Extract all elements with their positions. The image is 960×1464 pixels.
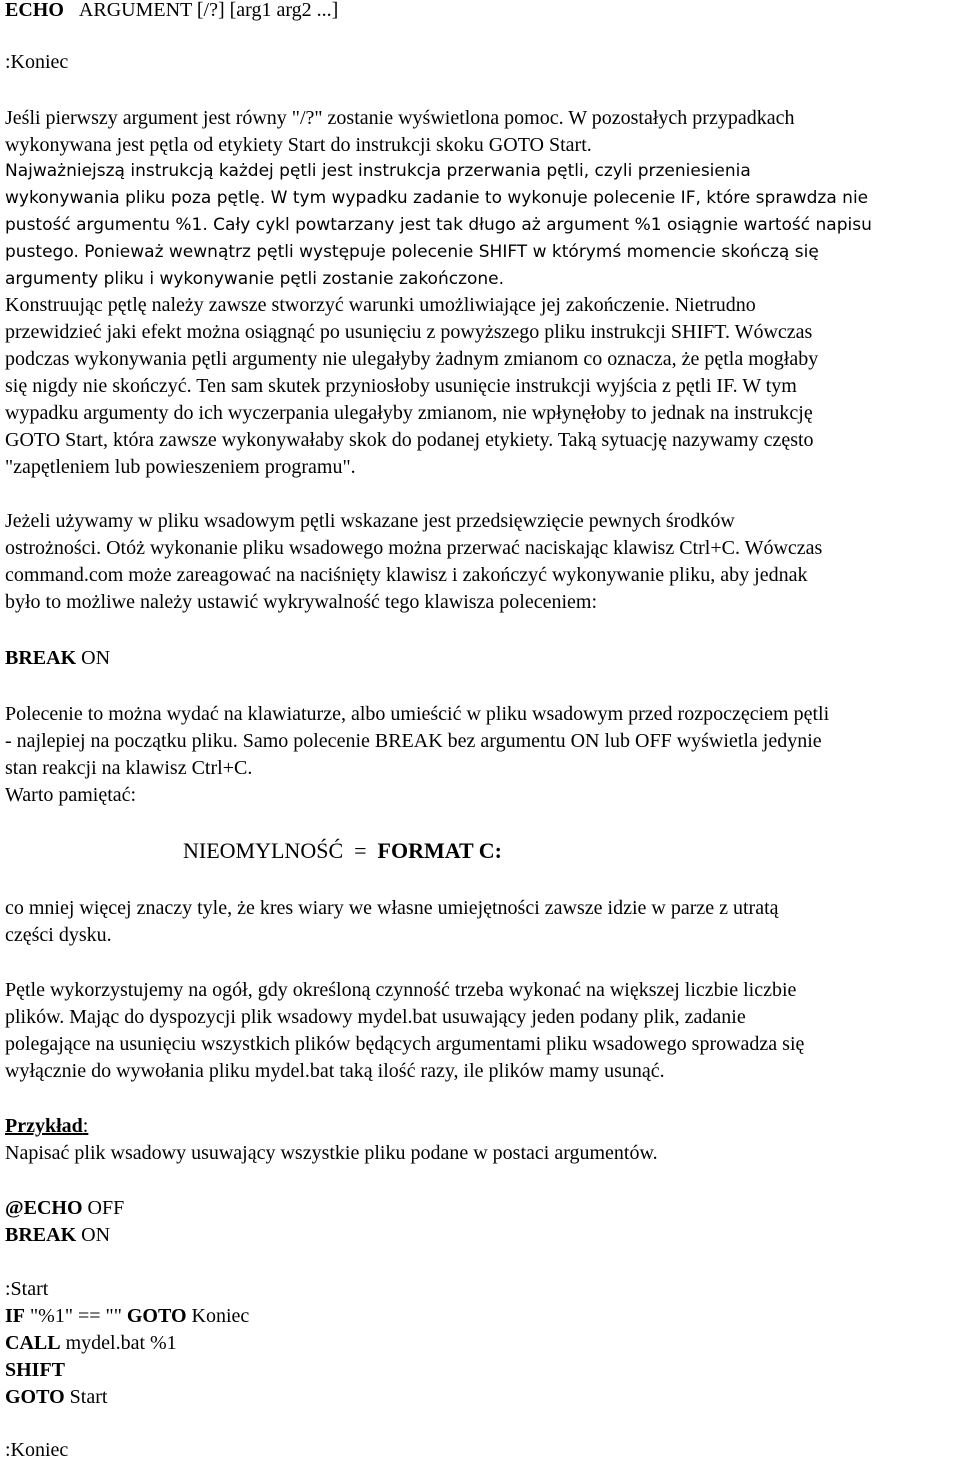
paragraph-line: Jeżeli używamy w pliku wsadowym pętli wskazane jest przedsięwzięcie pewnych środków [5,510,735,532]
echo-syntax-line [5,0,338,24]
paragraph-line: części dysku. [5,924,112,946]
code-line-goto [5,1384,107,1411]
paragraph-line: wypadku argumenty do ich wyczerpania ulegałyby zmianom, nie wpłynęłoby to jednak na instrukcję [5,402,813,424]
paragraph-line: Konstruując pętlę należy zawsze stworzyć warunki umożliwiające jej zakończenie. Nietrudno [5,294,756,316]
paragraph-line: wykonywana jest pętla od etykiety Start do instrukcji skoku GOTO Start. [5,134,592,156]
paragraph-line: GOTO Start, która zawsze wykonywałaby skok do podanej etykiety. Taką sytuację nazywamy często [5,429,814,451]
code-line-koniec-label: :Koniec [5,1439,69,1461]
paragraph-line: plików. Mając do dyspozycji plik wsadowy mydel.bat usuwający jeden podany plik, zadanie [5,1006,746,1028]
paragraph-line: pustego. Ponieważ wewnątrz pętli występuje polecenie SHIFT w którymś momencie skończą się [5,242,819,262]
equation-right: FORMAT C: [377,838,502,863]
paragraph-line: command.com może zareagować na naciśnięty klawisz i zakończyć wykonywanie pliku, aby jednak [5,564,808,586]
code-goto-keyword: GOTO [5,1386,65,1408]
code-if-goto-keyword: GOTO [126,1305,187,1327]
break-keyword: BREAK [5,647,77,669]
break-command-line [5,645,110,672]
code-break-keyword: BREAK [5,1224,77,1246]
example-task: Napisać plik wsadowy usuwający wszystkie pliku podane w postaci argumentów. [5,1142,658,1164]
code-line-call [5,1330,177,1357]
code-line-break [5,1222,110,1249]
paragraph-line: się nigdy nie skończyć. Ten sam skutek przyniosłoby usunięcie instrukcji wyjścia z pętli IF. W tym [5,375,797,397]
paragraph-line: ostrożności. Otóż wykonanie pliku wsadowego można przerwać naciskając klawisz Ctrl+C. Wówczas [5,537,823,559]
code-if-goto-target: Koniec [191,1305,250,1327]
paragraph-line: Warto pamiętać: [5,784,137,806]
equation-sign: = [354,838,367,863]
code-call-arg: mydel.bat %1 [65,1332,177,1354]
code-line-start-label: :Start [5,1278,49,1300]
code-if-keyword: IF [5,1305,25,1327]
paragraph-line: wykonywania pliku poza pętlę. W tym wypadku zadanie to wykonuje polecenie IF, które sprawdza nie [5,188,869,208]
example-heading [5,1113,88,1140]
code-if-condition: "%1" == "" [30,1305,122,1327]
paragraph-line: co mniej więcej znaczy tyle, że kres wiary we własne umiejętności zawsze idzie w parze z utratą [5,897,779,919]
code-call-keyword: CALL [5,1332,61,1354]
koniec-label-top: :Koniec [5,51,69,73]
echo-keyword: ECHO [5,0,64,21]
code-line-if [5,1303,249,1330]
paragraph-line: Najważniejszą instrukcją każdej pętli jest instrukcja przerwania pętli, czyli przeniesienia [5,161,751,181]
equation-left: NIEOMYLNOŚĆ [183,838,344,863]
paragraph-line: Polecenie to można wydać na klawiaturze, albo umieścić w pliku wsadowym przed rozpoczęciem pętli [5,703,830,725]
code-echo-arg: OFF [87,1197,125,1219]
paragraph-line: podczas wykonywania pętli argumenty nie ulegałyby żadnym zmianom co oznacza, że pętla mogłaby [5,348,819,370]
paragraph-line: "zapętleniem lub powieszeniem programu". [5,456,356,478]
code-line-echo [5,1195,124,1222]
code-line-shift [5,1357,65,1384]
code-goto-target: Start [69,1386,108,1408]
paragraph-line: wyłącznie do wywołania pliku mydel.bat taką ilość razy, ile plików mamy usunąć. [5,1060,665,1082]
equation-line [183,837,502,865]
break-argument: ON [81,647,111,669]
code-echo-keyword: @ECHO [5,1197,83,1219]
example-label: Przykład [5,1115,83,1137]
example-colon: : [82,1115,89,1137]
paragraph-line: argumenty pliku i wykonywanie pętli zostanie zakończone. [5,269,505,289]
echo-syntax-args: ARGUMENT [/?] [arg1 arg2 ...] [78,0,339,21]
paragraph-line: stan reakcji na klawisz Ctrl+C. [5,757,253,779]
paragraph-line: przewidzieć jaki efekt można osiągnąć po usunięciu z powyższego pliku instrukcji SHIFT. Wówczas [5,321,813,343]
paragraph-line: Jeśli pierwszy argument jest równy "/?" zostanie wyświetlona pomoc. W pozostałych przypadkach [5,107,795,129]
paragraph-line: było to możliwe należy ustawić wykrywalność tego klawisza poleceniem: [5,591,598,613]
paragraph-line: polegające na usunięciu wszystkich plików będących argumentami pliku wsadowego sprowadza się [5,1033,805,1055]
code-shift-keyword: SHIFT [5,1359,66,1381]
code-break-arg: ON [81,1224,111,1246]
paragraph-line: Pętle wykorzystujemy na ogół, gdy określoną czynność trzeba wykonać na większej liczbie liczbie [5,979,797,1001]
paragraph-line: pustość argumentu %1. Cały cykl powtarzany jest tak długo aż argument %1 osiągnie wartość napisu [5,215,872,235]
paragraph-line: - najlepiej na początku pliku. Samo polecenie BREAK bez argumentu ON lub OFF wyświetla jedynie [5,730,822,752]
